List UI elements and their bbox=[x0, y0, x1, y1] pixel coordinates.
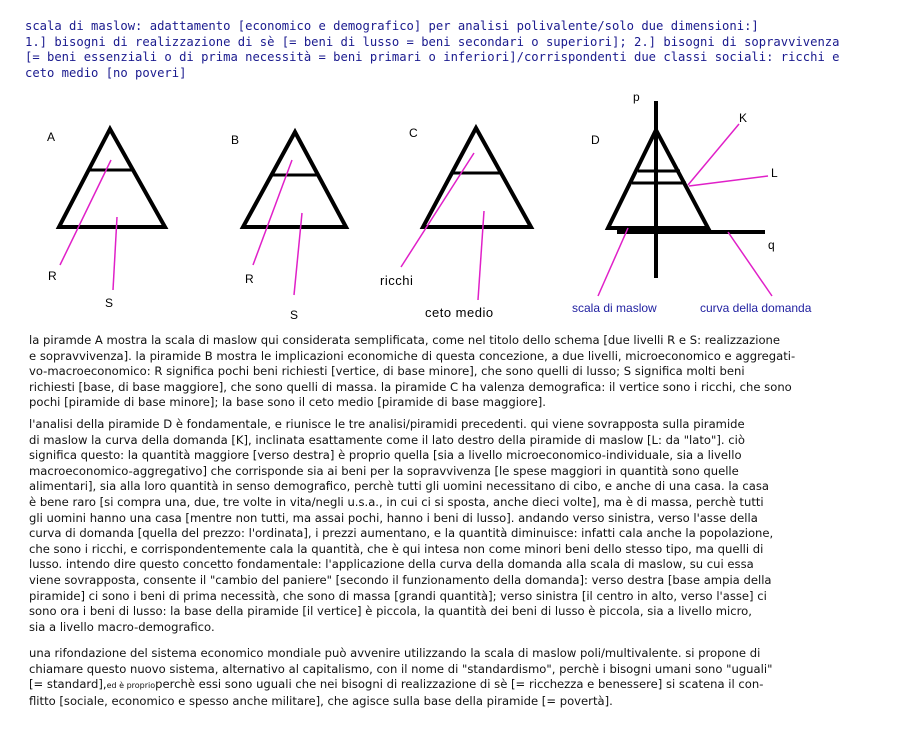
pyramid-a-label: A bbox=[47, 130, 56, 144]
maslow-pointer bbox=[598, 228, 628, 296]
title-line: ceto medio [no poveri] bbox=[25, 65, 187, 80]
pyramid-d-label: D bbox=[591, 133, 600, 147]
text-line: gli uomini hanno una casa [mentre non tutti, ma assai pochi, hanno i beni di lusso]. andando verso sinistra, verso l'asse della bbox=[29, 510, 758, 525]
text-line: l'analisi della piramide D è fondamentale, e riunisce le tre analisi/piramidi precedenti. qui viene sovrapposta sulla piramide bbox=[29, 417, 745, 431]
pyramid-b bbox=[231, 132, 346, 322]
pyramid-c-ceto-label: ceto medio bbox=[425, 305, 494, 320]
pyramid-c-label: C bbox=[409, 126, 418, 140]
text-line: la piramde A mostra la scala di maslow qui considerata semplificata, come nel titolo dello schema [due livelli R e S: realizzazione bbox=[29, 333, 781, 347]
text-line: pochi [piramide di base minore]; la base sono il ceto medio [piramide di base maggiore]. bbox=[29, 395, 546, 410]
pyramid-c-ricchi-label: ricchi bbox=[380, 273, 414, 288]
text-line: e sopravvivenza]. la piramide B mostra le implicazioni economiche di questa concezione, a due livelli, microeconomico e aggregati- bbox=[29, 348, 796, 363]
pyramid-a-triangle bbox=[59, 129, 165, 227]
pyramid-c-triangle bbox=[423, 128, 531, 227]
demand-caption: curva della domanda bbox=[700, 301, 812, 315]
text-line: significa questo: la quantità maggiore [verso destra] è proprio quella [sia a livello microeconomico-individuale, sia a livello bbox=[29, 448, 742, 463]
pyramid-b-s-label: S bbox=[290, 308, 299, 322]
pyramid-b-label: B bbox=[231, 133, 240, 147]
title-line: [= beni essenziali o di prima necessità = beni primari o inferiori]/corrispondenti due classi sociali: ricchi e bbox=[25, 50, 840, 64]
text-line: flitto [sociale, economico e spesso anche militare], che agisce sulla base della piramide [= povertà]. bbox=[29, 693, 613, 708]
small-text-segment: ed è proprio bbox=[106, 681, 156, 691]
side-l-pointer bbox=[689, 176, 768, 186]
pyramid-c bbox=[380, 126, 531, 320]
l-label: L bbox=[771, 166, 778, 180]
text-line: lusso. intendo dire questo concetto fondamentale: l'applicazione della curva della domanda alla scala di maslow, su cui essa bbox=[29, 557, 754, 572]
demand-curve-k-pointer bbox=[688, 124, 739, 185]
pyramid-a-s-label: S bbox=[105, 296, 114, 310]
text-line: macroeconomico-aggregativo] che corrisponde sia ai beni per la sopravvivenza [le spese maggiori in quantità sono quelle bbox=[29, 463, 739, 478]
k-label: K bbox=[739, 111, 748, 125]
pyramid-a-r-label: R bbox=[48, 269, 57, 283]
text-line: chiamare questo nuovo sistema, alternativo al capitalismo, con il nome di "standardismo", perchè i bisogni umani sono "uguali" bbox=[29, 661, 773, 676]
pyramid-b-r-label: R bbox=[245, 272, 254, 286]
text-segment: [= standard], bbox=[29, 677, 107, 692]
title-line: 1.] bisogni di realizzazione di sè [= beni di lusso = beni secondari o superiori]; 2.] bisogni di sopravvivenza bbox=[25, 34, 840, 49]
text-line bbox=[29, 677, 899, 694]
text-line: alimentari], sia alla loro quantità in senso demografico, perchè tutti gli uomini necessitano di cibo, e anche di una casa. la casa bbox=[29, 479, 770, 494]
text-segment: perchè essi sono uguali che nei bisogni di realizzazione di sè [= ricchezza e benessere] si scatena il con- bbox=[155, 677, 764, 692]
text-line: è bene raro [si compra una, due, tre volte in vita/negli u.s.a., in cui ci si sposta, anche dieci volte], ma è di massa, perchè tutti bbox=[29, 494, 764, 509]
text-line: che sono i ricchi, e corrispondentemente cala la quantità, che è qui intesa non come minori beni dello stesso tipo, ma quelli di bbox=[29, 541, 764, 556]
pyramid-b-triangle bbox=[243, 132, 346, 227]
text-line: vo-macroeconomico: R significa pochi beni richiesti [vertice, di base minore], che sono quelli di lusso; S significa molti beni bbox=[29, 364, 745, 379]
text-line: richiesti [base, di base maggiore], che sono quelli di massa. la piramide C ha valenza demografica: il vertice sono i ricchi, che sono bbox=[29, 379, 792, 394]
paragraph-pyramids-abc bbox=[29, 333, 899, 411]
text-line: curva di domanda [quella del prezzo: l'ordinata], i prezzi aumentano, e la quantità diminuisce: infatti cala anche la popolazione, bbox=[29, 526, 774, 541]
pyramid-a bbox=[47, 129, 165, 310]
text-line: di maslow la curva della domanda [K], inclinata esattamente come il lato destro della piramide di maslow [L: da "lato"]. ciò bbox=[29, 432, 745, 447]
paragraph-standardismo bbox=[29, 646, 899, 709]
axis-p-label: p bbox=[633, 90, 640, 104]
pyramid-c-ricchi-pointer bbox=[401, 153, 474, 267]
paragraph-pyramid-d bbox=[29, 417, 899, 635]
text-line: piramide] ci sono i beni di prima necessità, che sono di massa [grandi quantità]; verso sinistra [il centro in alto, verso l'asse] ci bbox=[29, 588, 767, 603]
pyramids-diagram bbox=[0, 0, 917, 330]
pyramid-c-ceto-pointer bbox=[478, 211, 484, 300]
maslow-caption: scala di maslow bbox=[572, 301, 657, 315]
pyramid-d bbox=[572, 90, 812, 315]
title-line: scala di maslow: adattamento [economico e demografico] per analisi polivalente/solo due dimensioni:] bbox=[25, 19, 759, 33]
text-line: sono ora i beni di lusso: la base della piramide [il vertice] è piccola, la quantità dei beni di lusso è piccola, sia a livello micro, bbox=[29, 604, 752, 619]
axis-q-label: q bbox=[768, 238, 775, 252]
text-line: sia a livello macro-demografico. bbox=[29, 619, 215, 634]
text-line: una rifondazione del sistema economico mondiale può avvenire utilizzando la scala di maslow poli/multivalente. si propone di bbox=[29, 646, 761, 660]
demand-caption-pointer bbox=[728, 232, 772, 296]
text-line: viene sovrapposta, consente il "cambio del paniere" [secondo il funzionamento della domanda]: verso destra [base ampia della bbox=[29, 572, 772, 587]
